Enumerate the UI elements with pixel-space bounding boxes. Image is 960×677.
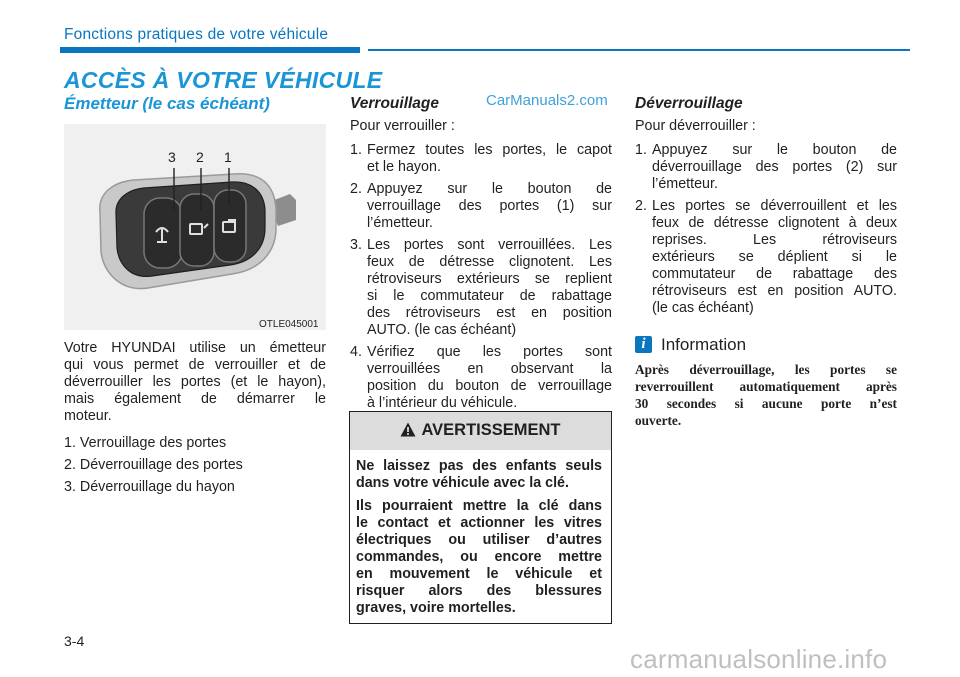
watermark-top: CarManuals2.com [486, 92, 608, 109]
running-header: Fonctions pratiques de votre véhicule [64, 26, 329, 43]
text-line: des rétroviseurs est en position [367, 305, 612, 321]
page-title: ACCÈS À VOTRE VÉHICULE [64, 67, 383, 93]
step-number: 4. [350, 344, 362, 360]
text-line: Les portes se déverrouillent et les [652, 198, 897, 214]
step-number: 2. [350, 181, 362, 197]
list-item [635, 142, 897, 193]
text-line: déverrouiller les portes (et le hayon), [64, 374, 326, 390]
locking-steps [350, 137, 612, 412]
locking-heading: Verrouillage [350, 95, 440, 112]
text-line: rétroviseurs extérieurs se replient [367, 271, 612, 287]
list-item: 3. Déverrouillage du hayon [64, 479, 235, 495]
list-item: 1. Verrouillage des portes [64, 435, 227, 451]
unlocking-intro: Pour déverrouiller : [635, 118, 756, 134]
header-rule-thick [60, 47, 360, 53]
step-number: 2. [635, 198, 647, 214]
text-line: ouverte. [635, 413, 682, 428]
warning-header [350, 412, 611, 450]
text-line: qui vous permet de verrouiller et de [64, 357, 326, 373]
info-icon: i [635, 336, 652, 353]
text-line: AUTO. (le cas échéant) [367, 322, 517, 338]
text-line: dans votre véhicule avec la clé. [356, 475, 569, 491]
locking-intro: Pour verrouiller : [350, 118, 455, 134]
transmitter-button-list [64, 430, 326, 496]
list-item: 2. Déverrouillage des portes [64, 457, 243, 473]
text-line: l’émetteur. [367, 215, 433, 231]
text-line: Les portes sont verrouillées. Les [367, 237, 612, 253]
text-line: verrouillées en observant la [367, 361, 612, 377]
text-line: feux de détresse clignotent. Les [367, 254, 612, 270]
text-line: feux de détresse clignotent à deux [652, 215, 897, 231]
text-line: (le cas échéant) [652, 300, 754, 316]
key-fob-icon [64, 124, 326, 330]
transmitter-heading: Émetteur (le cas échéant) [64, 94, 270, 113]
text-line: mais également de démarrer le [64, 391, 326, 407]
callout-1: 1 [224, 149, 232, 165]
text-line: commutateur de rabattage des [652, 266, 897, 282]
text-line: reprises. Les rétroviseurs [652, 232, 897, 248]
callout-2: 2 [196, 149, 204, 165]
text-line: Après déverrouillage, les portes se [635, 362, 897, 377]
callout-3: 3 [168, 149, 176, 165]
warning-triangle-icon [400, 422, 416, 437]
list-item [350, 142, 612, 176]
page-number: 3-4 [64, 633, 85, 649]
list-item [635, 198, 897, 317]
step-number: 1. [635, 142, 647, 158]
text-line: déverrouillage des portes (2) sur [652, 159, 897, 175]
text-line: rétroviseurs est en position AUTO. [652, 283, 897, 299]
text-line: reverrouillent automatiquement après [635, 379, 897, 394]
list-item [350, 237, 612, 339]
text-line: Fermez toutes les portes, le capot [367, 142, 612, 158]
text-line: Vérifiez que les portes sont [367, 344, 612, 360]
text-line: Ils pourraient mettre la clé dans [356, 498, 602, 514]
text-line: l’émetteur. [652, 176, 718, 192]
warning-body [356, 458, 602, 623]
text-line: 30 secondes si aucune porte n’est [635, 396, 897, 411]
information-title: Information [661, 335, 747, 354]
information-body [635, 361, 897, 429]
watermark-bottom: carmanualsonline.info [630, 644, 888, 674]
text-line: à l’intérieur du véhicule. [367, 395, 518, 411]
text-line: moteur. [64, 408, 112, 424]
image-code: OTLE045001 [259, 319, 319, 330]
text-line: position du bouton de verrouillage [367, 378, 612, 394]
text-line: si le commutateur de rabattage [367, 288, 612, 304]
text-line: et le hayon. [367, 159, 441, 175]
text-line: Ne laissez pas des enfants seuls [356, 458, 602, 474]
step-number: 1. [350, 142, 362, 158]
text-line: graves, voire mortelles. [356, 600, 516, 616]
list-item [350, 344, 612, 412]
text-line: électriques ou utiliser d’autres [356, 532, 602, 548]
list-item [350, 181, 612, 232]
header-rule-thin [368, 49, 910, 51]
text-line: en mouvement le véhicule et [356, 566, 602, 582]
unlocking-heading: Déverrouillage [635, 95, 743, 112]
text-line: commandes, ou encore mettre [356, 549, 602, 565]
unlocking-steps [635, 137, 897, 317]
text-line: extérieurs se déplient si le [652, 249, 897, 265]
step-number: 3. [350, 237, 362, 253]
text-line: Appuyez sur le bouton de [367, 181, 612, 197]
warning-title: AVERTISSEMENT [421, 421, 561, 439]
key-fob-illustration [64, 124, 326, 330]
warning-title-row [350, 421, 611, 440]
text-line: verrouillage des portes (1) sur [367, 198, 612, 214]
text-line: Appuyez sur le bouton de [652, 142, 897, 158]
transmitter-description [64, 340, 326, 425]
text-line: le contact et actionner les vitres [356, 515, 602, 531]
warning-paragraph [356, 498, 602, 617]
text-line: Votre HYUNDAI utilise un émetteur [64, 340, 326, 356]
text-line: risquer alors des blessures [356, 583, 602, 599]
warning-paragraph [356, 458, 602, 492]
